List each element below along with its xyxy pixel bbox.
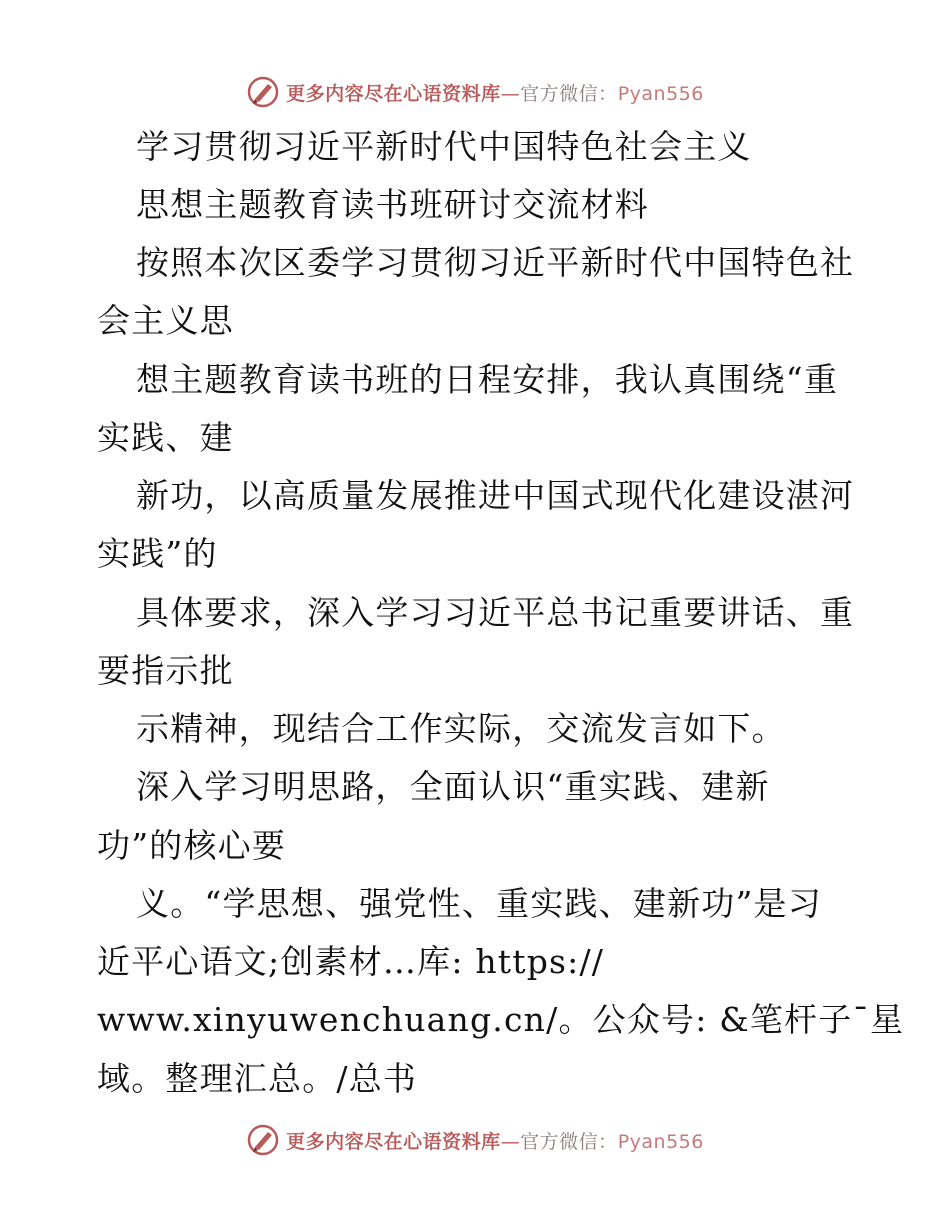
doc-line: 义。“学思想、强党性、重实践、建新功”是习 <box>136 884 822 923</box>
header-banner <box>0 72 950 112</box>
doc-line: 实践、建 <box>97 418 234 457</box>
doc-line: 示精神，现结合工作实际，交流发言如下。 <box>136 709 786 748</box>
doc-line: 具体要求，深入学习习近平总书记重要讲话、重 <box>136 593 855 632</box>
doc-line: 思想主题教育读书班研讨交流材料 <box>136 185 649 224</box>
banner-title: 更多内容尽在心语资料库 <box>286 82 501 105</box>
banner-wechat-label: 官方微信： <box>520 82 618 105</box>
doc-line: 近平心语文;创素材…库: https:// <box>97 942 605 981</box>
doc-line: 想主题教育读书班的日程安排，我认真围绕“重 <box>136 360 839 399</box>
doc-line: 功”的核心要 <box>97 826 287 865</box>
doc-line: 会主义思 <box>97 301 234 340</box>
banner-dash: — <box>500 1130 521 1153</box>
doc-line: 学习贯彻习近平新时代中国特色社会主义 <box>136 127 752 166</box>
banner-title: 更多内容尽在心语资料库 <box>286 1130 501 1153</box>
pen-logo-icon <box>246 1123 280 1157</box>
doc-line: 新功，以高质量发展推进中国式现代化建设湛河 <box>136 476 855 515</box>
footer-banner <box>0 1120 950 1160</box>
doc-line: 按照本次区委学习贯彻习近平新时代中国特色社 <box>136 243 855 282</box>
banner-wechat-label: 官方微信： <box>520 1130 618 1153</box>
banner-dash: — <box>500 82 521 105</box>
banner-wechat-id: Pyan556 <box>617 82 704 105</box>
banner-wechat-id: Pyan556 <box>617 1130 704 1153</box>
doc-line: 实践”的 <box>97 534 218 573</box>
doc-line: 深入学习明思路，全面认识“重实践、建新 <box>136 767 770 806</box>
doc-line: www.xinyuwenchuang.cn/。公众号: &笔杆子¯星 <box>97 1000 905 1039</box>
doc-line: 域。整理汇总。/总书 <box>97 1059 418 1098</box>
doc-line: 要指示批 <box>97 651 234 690</box>
pen-logo-icon <box>246 75 280 109</box>
